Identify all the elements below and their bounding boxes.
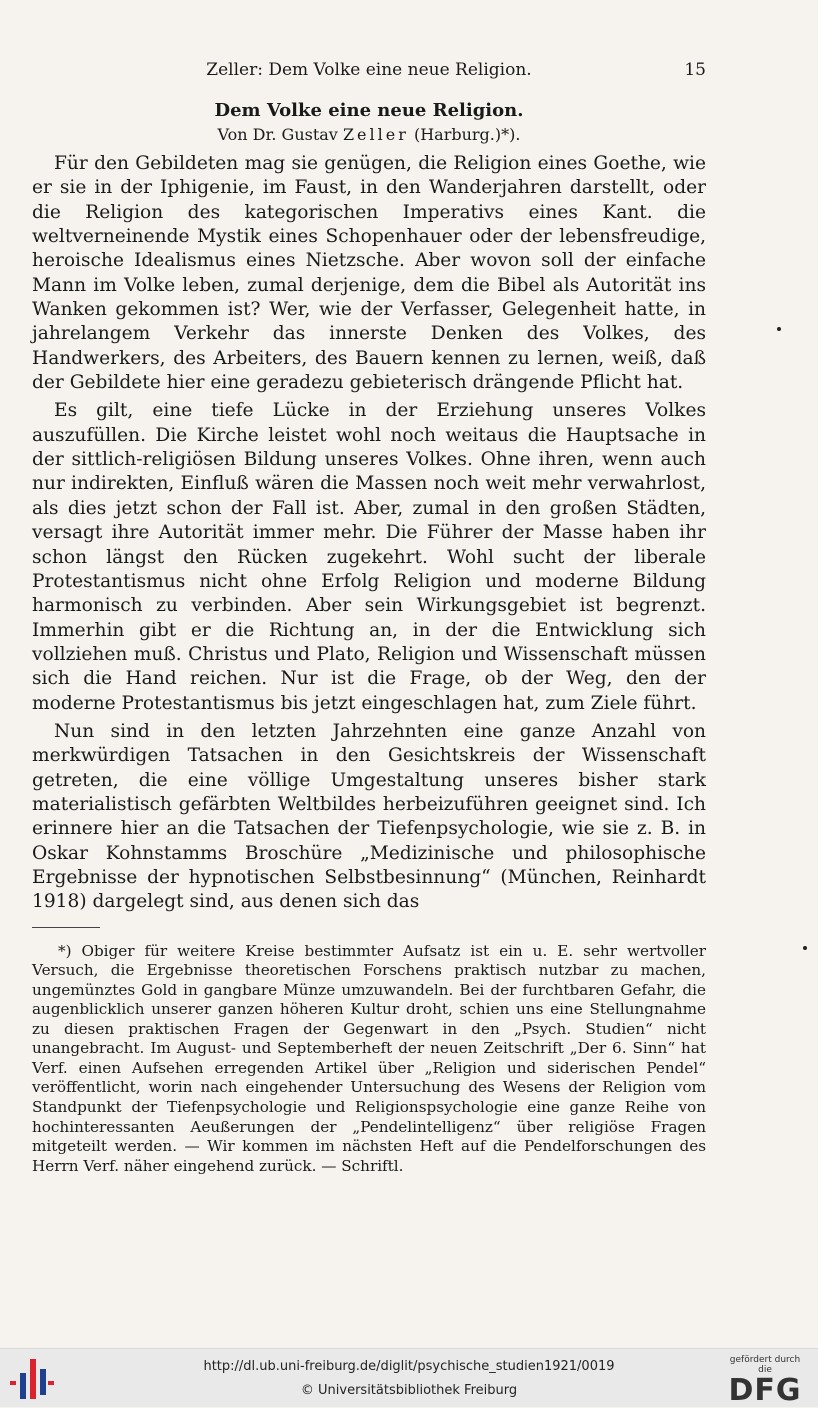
footnote-text: *) Obiger für weitere Kreise bestimmter Aufsatz ist ein u. E. sehr wertvoller Versuch, die Ergebnisse theoretischen Forschens praktisch nutzbar zu machen, ungemünztes Gold in gangbare Münze umzuwandeln. Bei der furchtbaren Gefahr, die augenblicklich unserer ganzen höheren Kultur droht, schien uns eine Stellungnahme zu diesen praktischen Fragen der Gegenwart in den „Psych. Studien“ nicht unangebracht. Im August- und Septemberheft der neuen Zeitschrift „Der 6. Sinn“ hat Verf. einen Aufsehen erregenden Artikel über „Religion und siderischen Pendel“ veröffentlicht, worin nach eingehender Untersuchung des Wesens der Religion vom Standpunkt der Tiefenpsychologie und Religionspsychologie eine ganze Reihe von hochinteressanten Aeußerungen der „Pendelintelligenz“ über religiöse Fragen mitgeteilt werden. — Wir kommen im nächsten Heft auf die Pendelforschungen des Herrn Verf. näher eingehend zurück. — Schriftl. <box>32 941 706 1175</box>
dfg-caption: gefördert durch die <box>729 1355 801 1375</box>
article-body <box>32 152 706 915</box>
article-byline <box>32 124 706 146</box>
dfg-logo-text: DFG <box>728 1373 802 1408</box>
author-name: Zeller <box>342 125 409 144</box>
margin-mark <box>777 327 781 331</box>
paragraph: Nun sind in den letzten Jahrzehnten eine ganze Anzahl von merkwürdigen Tatsachen in den Gesichtskreis der Wissenschaft getreten, die eine völlige Umgestaltung unseres bisher stark materialistisch gefärbten Weltbildes herbeizuführen geeignet sind. Ich erinnere hier an die Tatsachen der Tiefenpsychologie, wie sie z. B. in Oskar Kohnstamms Broschüre „Medizinische und philosophische Ergebnisse der hypnotischen Selbstbesinnung“ (München, Reinhardt 1918) dargelegt sind, aus denen sich das <box>32 720 706 913</box>
running-head <box>32 60 706 86</box>
copyright-notice: © Universitätsbibliothek Freiburg <box>300 1383 518 1398</box>
dfg-logo <box>722 1355 808 1408</box>
viewer-footer <box>0 1348 818 1407</box>
footnote-divider <box>32 927 100 928</box>
paragraph: Es gilt, eine tiefe Lücke in der Erziehung unseres Volkes auszufüllen. Die Kirche leistet wohl noch weitaus die Hauptsache in der sittlich-religiösen Bildung unseres Volkes. Ohne ihren, wenn auch nur indirekten, Einfluß wären die Massen noch weit mehr verwahrlost, als dies jetzt schon der Fall ist. Aber, zumal in den großen Städten, versagt ihre Autorität immer mehr. Die Führer der Masse haben ihr schon längst den Rücken zugekehrt. Wohl sucht der liberale Protestantismus nicht ohne Erfolg Religion und moderne Bildung harmonisch zu verbinden. Aber sein Wirkungsgebiet ist begrenzt. Immerhin gibt er die Richtung an, in der die Entwicklung sich vollziehen muß. Christus und Plato, Religion und Wissenschaft müssen sich die Hand reichen. Nur ist die Frage, ob der Weg, den der moderne Protestantismus bis jetzt eingeschlagen hat, zum Ziele führt. <box>32 400 706 714</box>
byline-prefix: Von Dr. Gustav <box>217 125 338 144</box>
paragraph: Für den Gebildeten mag sie genügen, die Religion eines Goethe, wie er sie in der Iphigenie, im Faust, in den Wanderjahren darstellt, oder die Religion des kategorischen Imperativs eines Kant. die weltverneinende Mystik eines Schopenhauer oder der lebensfreudige, heroische Idealismus eines Nietzsche. Aber wovon soll der einfache Mann im Volke leben, zumal derjenige, dem die Bibel als Autorität ins Wanken gekommen ist? Wer, wie der Verfasser, Gelegenheit hatte, in jahrelangem Verkehr das innerste Denken des Volkes, des Handwerkers, des Arbeiters, des Bauern kennen zu lernen, weiß, daß der Gebildete hier eine geradezu gebieterisch drängende Pflicht hat. <box>32 153 706 394</box>
permalink-url[interactable]: http://dl.ub.uni-freiburg.de/diglit/psychische_studien1921/0019 <box>203 1359 615 1374</box>
margin-mark <box>803 946 807 950</box>
document-page <box>32 60 706 1176</box>
running-head-title: Zeller: Dem Volke eine neue Religion. <box>206 60 532 80</box>
page-number: 15 <box>684 60 706 80</box>
footnote <box>32 942 706 1177</box>
byline-suffix: (Harburg.)*). <box>413 125 521 144</box>
article-title: Dem Volke eine neue Religion. <box>214 100 524 121</box>
